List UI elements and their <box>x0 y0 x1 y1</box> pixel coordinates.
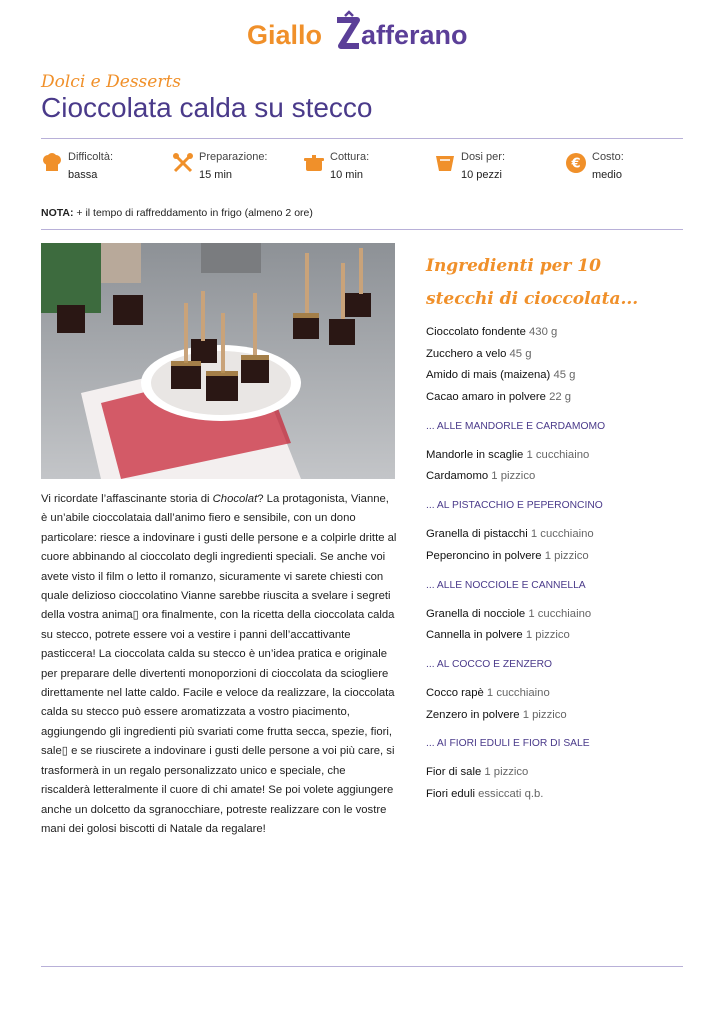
ingredient-qty: 45 g <box>553 369 576 382</box>
recipe-note <box>41 207 313 219</box>
ingredient-name[interactable]: Cacao amaro in polvere <box>426 391 546 404</box>
ingredient-name[interactable]: Cardamomo <box>426 470 489 483</box>
ingredient-qty: 1 cucchiaino <box>530 528 594 541</box>
chef-hat-icon <box>41 152 63 174</box>
site-logo[interactable] <box>0 8 725 58</box>
ingredient-name[interactable]: Cannella in polvere <box>426 629 523 642</box>
ingredient-section-title: ... AL PISTACCHIO E PEPERONCINO <box>426 500 603 512</box>
ingredient-qty: essiccati q.b. <box>478 787 544 800</box>
chocolate-sticks-photo <box>41 243 395 479</box>
ingredients-list <box>426 322 686 806</box>
recipe-description <box>41 490 397 839</box>
euro-icon <box>565 152 587 174</box>
ingredient-item <box>426 604 686 626</box>
ingredient-qty: 430 g <box>529 326 558 338</box>
utensils-icon <box>172 152 194 174</box>
giallozafferano-logo-icon <box>243 8 483 54</box>
ingredient-name[interactable]: Granella di pistacchi <box>426 528 528 541</box>
ingredient-item <box>426 387 686 409</box>
ingredient-qty: 1 cucchiaino <box>526 448 590 461</box>
ingredients-title: Ingredienti per 10 stecchi di cioccolata... <box>426 256 639 309</box>
story-part-2: ? La protagonista, Vianne, è un’abile cioccolataia dall’animo fiero e sensibile, con un dono particolare: riesce a indovinare i gusti delle persone e a colpirle dritte al cuore abbinando al cioccolato degli ingredienti speciali. Se anche voi avete visto il film o letto il romanzo, sicuramente vi sarete chiesti con quale delizioso cioccolatino Vianne sarebbe riuscita a svelare i segreti della vostra anima▯ ora finalmente, con la ricetta della cioccolata calda su stecco, potrete essere voi a vestire i panni dell’accattivante pasticcera! La cioccolata calda su stecco è un’idea pratica e originale per preparare delle divertenti monoporzioni di cioccolata da sciogliere direttamente nel latte caldo. Facile e veloce da realizzare, la cioccolata calda su stecco può essere aromatizzata a vostro piacimento, aggiungendo gli ingredienti più svariati come frutta secca, spezie, fiori, sale▯ e se riuscirete a indovinare i gusti delle persone a voi più care, si trasformerà in un regalo personalizzato unico e speciale, che riscalderà letteralmente il cuore di chi amate! Se poi volete aggiungere anche un dolcetto da sgranocchiare, potreste realizzare con le vostre mani dei golosi biscotti di Natale da regalare! <box>41 493 397 835</box>
svg-text:€: € <box>571 156 581 172</box>
recipe-photo <box>41 243 395 479</box>
ingredient-item <box>426 546 686 568</box>
footer-divider <box>41 966 683 967</box>
ingredient-item <box>426 322 686 344</box>
ingredient-section-title: ... AL COCCO E ZENZERO <box>426 658 553 670</box>
ingredient-name[interactable]: Zucchero a velo <box>426 347 507 360</box>
divider <box>41 138 683 139</box>
ingredient-item <box>426 625 686 647</box>
info-label: Costo: <box>592 151 624 163</box>
info-value: 15 min <box>199 169 233 181</box>
info-label: Cottura: <box>330 151 370 163</box>
ingredient-qty: 22 g <box>549 391 572 404</box>
ingredient-section-title: ... AI FIORI EDULI E FIOR DI SALE <box>426 738 590 750</box>
ingredient-name[interactable]: Fior di sale <box>426 766 482 779</box>
ingredient-item <box>426 344 686 366</box>
ingredient-item <box>426 445 686 467</box>
ingredient-name[interactable]: Peperoncino in polvere <box>426 549 542 562</box>
logo-text-right: afferano <box>360 20 468 50</box>
ingredient-qty: 45 g <box>509 347 532 360</box>
ingredient-name[interactable]: Cocco rapè <box>426 686 484 699</box>
ingredient-item <box>426 365 686 387</box>
ingredient-item <box>426 762 686 784</box>
ingredient-qty: 1 pizzico <box>491 470 536 483</box>
ingredient-qty: 1 pizzico <box>525 629 570 642</box>
ingredient-qty: 1 cucchiaino <box>528 607 592 620</box>
ingredient-item <box>426 524 686 546</box>
logo-text-left: Giallo <box>246 20 322 50</box>
info-value: medio <box>592 169 622 181</box>
info-value: bassa <box>68 169 98 181</box>
ingredient-name[interactable]: Amido di mais (maizena) <box>426 369 551 382</box>
info-label: Difficoltà: <box>68 151 114 163</box>
info-value: 10 pezzi <box>461 169 502 181</box>
recipe-category[interactable]: Dolci e Desserts <box>41 72 182 92</box>
story-part-1: Vi ricordate l’affascinante storia di <box>41 493 213 505</box>
ingredient-qty: 1 pizzico <box>484 766 529 779</box>
ingredient-item <box>426 466 686 488</box>
ingredient-section-title: ... ALLE MANDORLE E CARDAMOMO <box>426 420 606 432</box>
ingredient-name[interactable]: Fiori eduli <box>426 787 475 800</box>
ingredient-name[interactable]: Granella di nocciole <box>426 607 526 620</box>
ingredient-qty: 1 pizzico <box>544 549 589 562</box>
ingredient-item <box>426 784 686 806</box>
film-title: Chocolat <box>212 493 258 505</box>
ingredient-name[interactable]: Mandorle in scaglie <box>426 448 524 461</box>
ingredient-section-title: ... ALLE NOCCIOLE E CANNELLA <box>426 579 586 591</box>
ingredient-name[interactable]: Cioccolato fondente <box>426 326 526 338</box>
recipe-info-bar <box>41 150 683 190</box>
ingredient-qty: 1 cucchiaino <box>486 686 550 699</box>
pot-icon <box>303 152 325 174</box>
info-label: Preparazione: <box>199 151 268 163</box>
ingredient-name[interactable]: Zenzero in polvere <box>426 708 520 721</box>
note-label: NOTA: <box>41 207 74 219</box>
bowl-icon <box>434 152 456 174</box>
info-label: Dosi per: <box>461 151 506 163</box>
divider <box>41 229 683 230</box>
recipe-title: Cioccolata calda su stecco <box>41 92 373 123</box>
info-value: 10 min <box>330 169 364 181</box>
note-text: + il tempo di raffreddamento in frigo (almeno 2 ore) <box>76 207 313 219</box>
ingredient-qty: 1 pizzico <box>522 708 567 721</box>
ingredient-item <box>426 683 686 705</box>
ingredient-item <box>426 705 686 727</box>
